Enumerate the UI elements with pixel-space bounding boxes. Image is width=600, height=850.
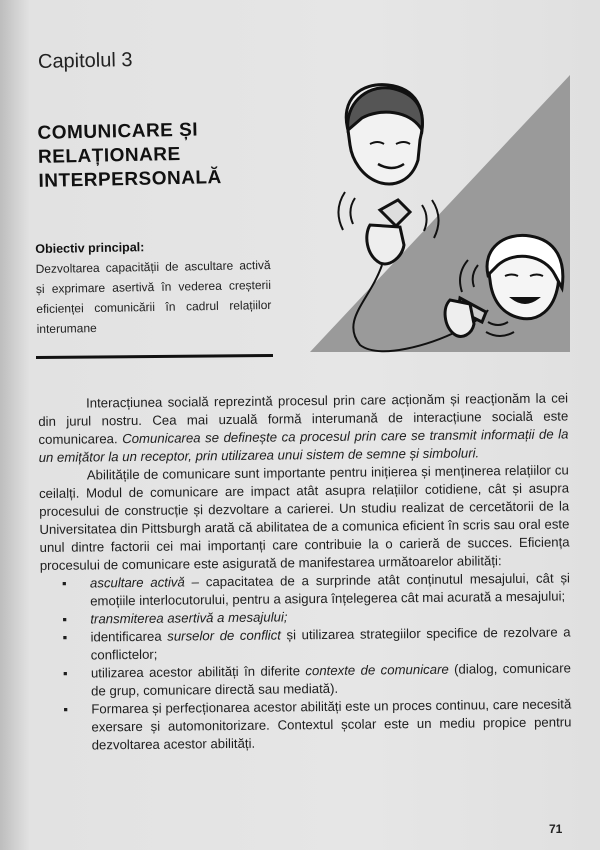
list-item (41, 659, 571, 701)
bullet-icon: ▪ (62, 629, 68, 645)
item-italic: transmiterea asertivă a mesajului; (90, 609, 288, 627)
paragraph-text: Interacțiunea socială reprezintă procesul prin care acționăm și reacționăm la cei din jurul nostru. Cea mai uzuală formă interumană de interacțiune socială este comunicarea. (38, 390, 569, 447)
item-italic: surselor de conflict (167, 627, 282, 644)
list-item (40, 569, 570, 611)
bullet-icon: ▪ (62, 611, 68, 627)
item-text: (dialog, comunicare de grup, comunicare directă sau mediată). (91, 660, 571, 699)
chapter-label: Capitolul 3 (37, 49, 133, 73)
item-text: identificarea (90, 628, 168, 645)
list-item (41, 695, 572, 755)
paragraph-text: Abilitățile de comunicare sunt importante pentru inițierea și menținerea relațiilor cu ceilalți. Modul de comunicare are impact atât asupra relațiilor cotidiene, cât și asupra procesului de construcție și dezvoltare a carierei. Un studiu realizat de cercetătorii de la Universitatea din Pittsburgh arată că abilitatea de a comunica eficient în scris sau oral este unul dintre factorii cei mai importanți care contribuie la o carieră de succes. Eficiența procesului de comunicare este asigurată de manifestarea următoarelor abilități: (38, 462, 570, 573)
string-telephone-illustration (300, 60, 580, 360)
page-number: 71 (549, 822, 563, 836)
section-divider (36, 354, 273, 359)
objective-heading: Obiectiv principal: (35, 240, 145, 257)
chapter-title (37, 118, 222, 194)
paragraph-abilities (39, 461, 570, 575)
item-italic: contexte de comunicare (305, 661, 449, 679)
item-text: și utilizarea strategiilor specifice de rezolvare a conflictelor; (90, 624, 571, 663)
bullet-icon: ▪ (63, 701, 69, 717)
paragraph-intro (38, 389, 569, 467)
list-item (40, 623, 570, 665)
bullet-icon: ▪ (61, 575, 67, 591)
item-text: utilizarea acestor abilități în diferite (90, 663, 306, 681)
title-line: INTERPERSONALĂ (38, 167, 222, 192)
item-text: Formarea și perfecționarea acestor abilități este un proces continuu, care necesită exersare și automonitorizare. Contextul școlar este un mediu propice pentru dezvoltarea acestor abilități. (91, 696, 572, 753)
objective-box (35, 238, 272, 339)
title-line: RELAȚIONARE (37, 143, 181, 168)
item-italic: ascultare activă (89, 574, 185, 591)
bullet-icon: ▪ (62, 665, 68, 681)
item-text: – capacitatea de a surprinde atât conținutul mesajului, cât și emoțiile interlocutorului, pentru a asigura înțelegerea cât mai acurată a mesajului; (90, 570, 571, 609)
abilities-list (40, 569, 572, 755)
title-line: COMUNICARE ȘI (37, 119, 199, 144)
definition-text: Comunicarea se definește ca procesul prin care se transmit informații de la un emițător la un receptor, prin utilizarea unui sistem de semne și simboluri. (38, 426, 569, 465)
objective-text: Dezvoltarea capacității de ascultare activă și exprimare asertivă în vederea creșterii eficienței comunicării în cadrul relațiilor interumane (35, 257, 272, 337)
body-text (38, 389, 572, 755)
